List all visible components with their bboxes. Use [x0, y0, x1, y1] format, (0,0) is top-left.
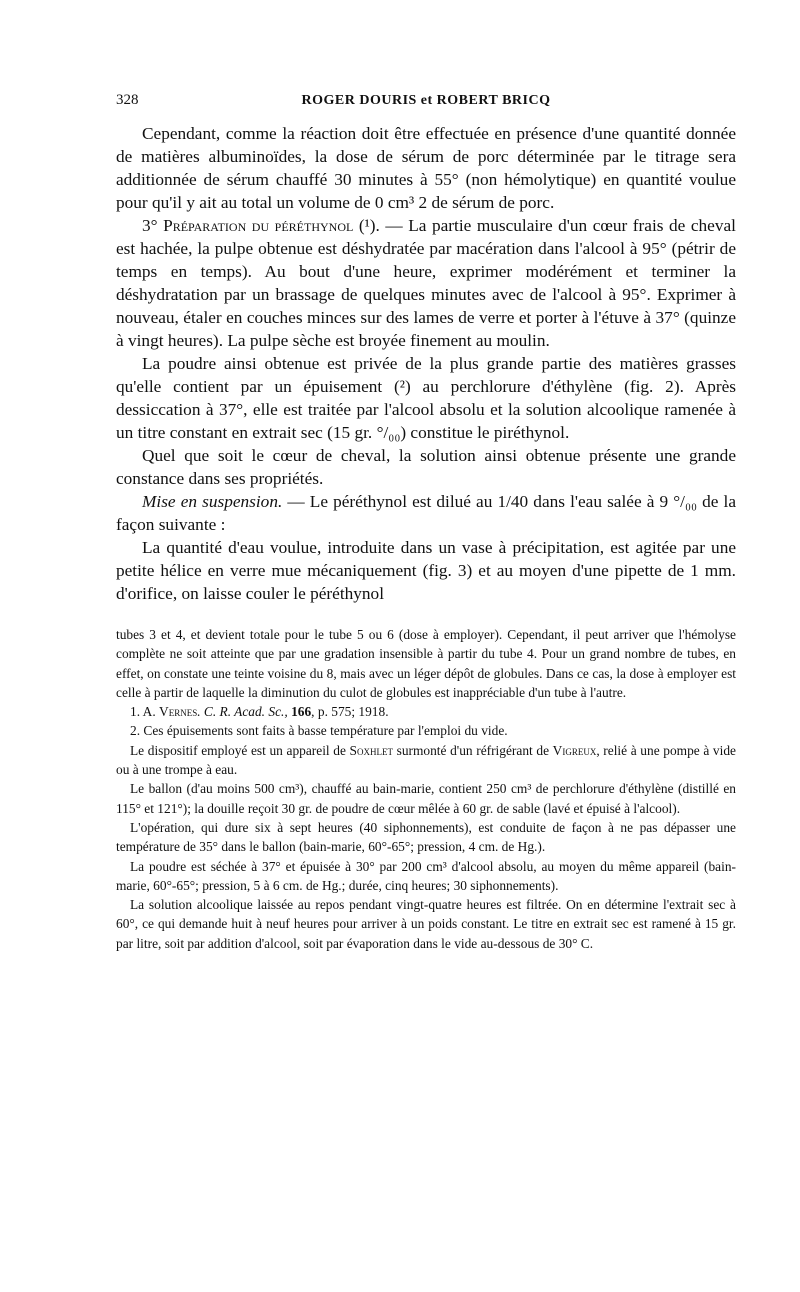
footnote-poudre-sechee: La poudre est séchée à 37° et épuisée à 30° par 200 cm³ d'alcool absolu, au moyen du même appareil (bain-marie, 60°-65°; pression, 5 à 6 cm. de Hg.; durée, cinq heures; 30 siphonnements).	[116, 858, 736, 893]
preparation-text: — La partie musculaire d'un cœur frais de cheval est hachée, la pulpe obtenue est déshydratée par macération dans l'alcool à 95° (pétrir de temps en temps). Au bout d'une heure, exprimer modérément et terminer la déshydratation par un brassage de quelques minutes avec de l'alcool à 95°. Exprimer à nouveau, étaler en couches minces sur des lames de verre et porter à l'étuve à 37° (quinze à vingt heures). La pulpe sèche est broyée finement au moulin.	[116, 216, 736, 350]
footnote-1-number: 1. A.	[130, 704, 160, 720]
footnote-1-pages: , p. 575; 1918.	[311, 704, 389, 720]
dispositif-text-b: surmonté d'un réfrigérant de	[393, 742, 553, 758]
page-header	[116, 92, 736, 122]
footnote-solution: La solution alcoolique laissée au repos pendant vingt-quatre heures est filtrée. On en détermine l'extrait sec à 60°, ce qui demande huit à neuf heures pour arriver à un poids constant. Le titre en extrait sec est ramené à 15 gr. par litre, soit par addition d'alcool, soit par évaporation dans le vide au-dessous de 30° C.	[116, 897, 736, 951]
section-heading-preparation: 3° Préparation du péréthynol	[142, 216, 354, 235]
footnote-operation: L'opération, qui dure six à sept heures (40 siphonnements), est conduite de façon à ne pas dépasser une température de 35° dans le ballon (bain-marie, 60°-65°; pression, 4 cm. de Hg.).	[116, 819, 736, 855]
paragraph-mise-en-suspension	[116, 490, 736, 536]
section-heading-suspension: Mise en suspension.	[142, 492, 283, 511]
footnote-1-volume: 166	[291, 704, 312, 720]
paragraph-preparation	[116, 214, 736, 352]
footnote-dispositif	[116, 741, 736, 780]
main-text	[116, 122, 736, 605]
footnote-1-author: Vernes	[159, 704, 198, 720]
footnote-1	[116, 702, 736, 721]
footnote-continuation: tubes 3 et 4, et devient totale pour le tube 5 ou 6 (dose à employer). Cependant, il peut arriver que l'hémolyse complète ne soit atteinte que par une gradation insensible à partir du tube 4. Pour un grand nombre de tubes, en effet, on constate une teinte voisine du 8, mais avec un léger dépôt de globules. Dans ce cas, la dose à employer est celle à partir de laquelle la diminution du culot de globules est inappréciable d'un tube à l'autre.	[116, 627, 736, 700]
paragraph-cependant: Cependant, comme la réaction doit être effectuée en présence d'une quantité donnée de matières albuminoïdes, la dose de sérum de porc déterminée par le titrage sera additionnée de sérum chauffé 30 minutes à 55° (non hémolytique) en quantité voulue pour qu'il y ait au total un volume de 0 cm³ 2 de sérum de porc.	[116, 124, 736, 212]
page-number: 328	[116, 92, 139, 108]
paragraph-quel-que-soit: Quel que soit le cœur de cheval, la solution ainsi obtenue présente une grande constance dans ses propriétés.	[116, 446, 736, 488]
dispositif-text-a: Le dispositif employé est un appareil de	[130, 742, 350, 758]
suspension-text: — Le péréthynol est dilué au 1/40 dans l'eau salée à 9 °/₀₀ de la façon suivante :	[116, 492, 736, 534]
footnote-ref-1: (¹).	[358, 216, 380, 235]
dispositif-text-c: , relié à une pompe à vide ou à une trompe à eau.	[116, 742, 736, 778]
running-title: ROGER DOURIS et ROBERT BRICQ	[301, 93, 551, 108]
paragraph-quantite: La quantité d'eau voulue, introduite dans un vase à précipitation, est agitée par une petite hélice en verre mue mécaniquement (fig. 3) et au moyen d'une pipette de 1 mm. d'orifice, on laisse couler le péréthynol	[116, 538, 736, 603]
footnote-ballon: Le ballon (d'au moins 500 cm³), chauffé au bain-marie, contient 250 cm³ de perchlorure d'éthylène (distillé en 115° et 121°); la douille reçoit 30 gr. de poudre de cœur mêlée à 60 gr. de sable (lavé et épuisé à l'alcool).	[116, 781, 736, 816]
footnotes	[116, 625, 736, 953]
paragraph-poudre: La poudre ainsi obtenue est privée de la plus grande partie des matières grasses qu'elle contient par un épuisement (²) au perchlorure d'éthylène (fig. 2). Après dessiccation à 37°, elle est traitée par l'alcool absolu et la solution alcoolique ramenée à un titre constant en extrait sec (15 gr. °/₀₀) constitue le piréthynol.	[116, 354, 736, 442]
vigreux-name: Vigreux	[552, 742, 597, 758]
soxhlet-name: Soxhlet	[349, 742, 393, 758]
footnote-1-journal: . C. R. Acad. Sc.,	[197, 704, 292, 720]
document-page	[116, 92, 736, 953]
footnote-2: 2. Ces épuisements sont faits à basse température par l'emploi du vide.	[130, 723, 508, 739]
